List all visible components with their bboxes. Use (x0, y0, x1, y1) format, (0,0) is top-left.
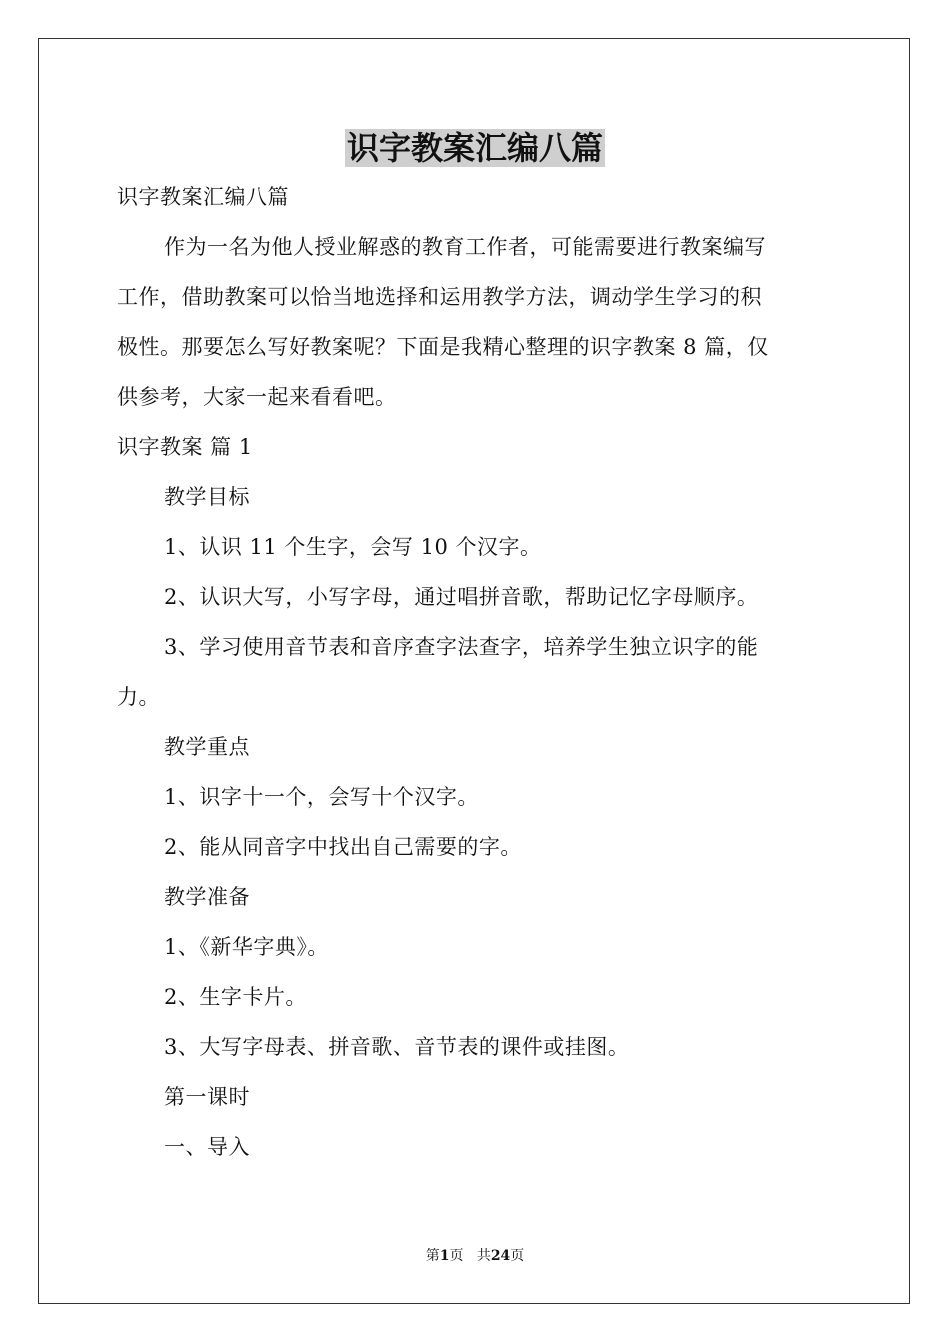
total-suffix: 页 (510, 1248, 525, 1264)
intro-paragraph (117, 222, 833, 422)
step-item-1: 一、导入 (164, 1135, 250, 1159)
goal-item-2: 2、认识大写，小写字母，通过唱拼音歌，帮助记忆字母顺序。 (164, 585, 759, 609)
document-subtitle: 识字教案汇编八篇 (117, 185, 289, 209)
prep-item-2: 2、生字卡片。 (164, 985, 307, 1009)
focus-heading: 教学重点 (164, 735, 250, 759)
intro-line-3: 极性。那要怎么写好教案呢？下面是我精心整理的识字教案 8 篇，仅 (117, 335, 769, 359)
page-prefix: 第 (425, 1248, 440, 1264)
intro-line-4: 供参考，大家一起来看看吧。 (117, 385, 397, 409)
lesson-heading: 第一课时 (164, 1085, 250, 1109)
page-total: 24 (490, 1248, 511, 1264)
intro-line-2: 工作，借助教案可以恰当地选择和运用教学方法，调动学生学习的积 (117, 285, 762, 309)
page-footer (0, 1246, 950, 1266)
goals-heading: 教学目标 (164, 485, 250, 509)
total-prefix: 共 (476, 1248, 491, 1264)
page-suffix: 页 (449, 1248, 464, 1264)
document-title (0, 125, 950, 171)
goal-item-1: 1、认识 11 个生字，会写 10 个汉字。 (164, 535, 542, 559)
focus-item-1: 1、识字十一个，会写十个汉字。 (164, 785, 479, 809)
section-heading: 识字教案 篇 1 (117, 435, 253, 459)
focus-item-2: 2、能从同音字中找出自己需要的字。 (164, 835, 522, 859)
document-title-text: 识字教案汇编八篇 (346, 129, 603, 167)
goal-item-3-line-2: 力。 (117, 685, 160, 709)
intro-line-1: 作为一名为他人授业解惑的教育工作者，可能需要进行教案编写 (164, 235, 766, 259)
prep-heading: 教学准备 (164, 885, 250, 909)
page-current: 1 (439, 1248, 450, 1264)
prep-item-3: 3、大写字母表、拼音歌、音节表的课件或挂图。 (164, 1035, 630, 1059)
document-body (117, 172, 833, 1172)
prep-item-1: 1、《新华字典》。 (164, 935, 329, 959)
goal-item-3-line-1: 3、学习使用音节表和音序查字法查字，培养学生独立识字的能 (164, 635, 759, 659)
